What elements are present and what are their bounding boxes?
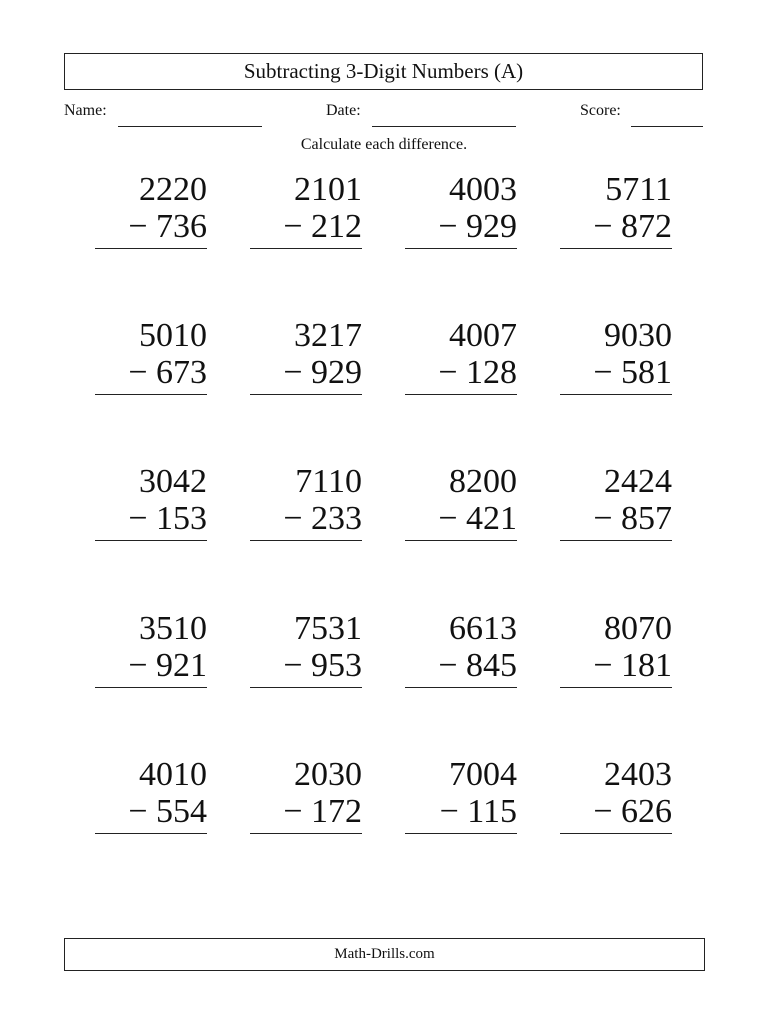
subtrahend: − 736 (128, 208, 207, 245)
minuend: 2403 (604, 756, 672, 793)
subtraction-problem (250, 757, 362, 837)
answer-line[interactable] (95, 540, 207, 541)
subtraction-problem (560, 464, 672, 544)
answer-line[interactable] (405, 394, 517, 395)
subtrahend: − 929 (283, 354, 362, 391)
answer-line[interactable] (405, 248, 517, 249)
subtrahend: − 233 (283, 500, 362, 537)
minuend: 5010 (139, 317, 207, 354)
answer-line[interactable] (405, 540, 517, 541)
answer-line[interactable] (560, 540, 672, 541)
minuend: 9030 (604, 317, 672, 354)
subtrahend: − 181 (593, 647, 672, 684)
subtraction-problem (405, 172, 517, 252)
subtraction-problem (560, 757, 672, 837)
minuend: 4007 (449, 317, 517, 354)
subtraction-problem (250, 464, 362, 544)
footer-credit: Math-Drills.com (64, 938, 705, 971)
subtrahend: − 115 (439, 793, 517, 830)
subtrahend: − 673 (128, 354, 207, 391)
answer-line[interactable] (250, 687, 362, 688)
subtraction-problem (250, 172, 362, 252)
subtrahend: − 929 (438, 208, 517, 245)
subtraction-problem (560, 611, 672, 691)
answer-line[interactable] (560, 687, 672, 688)
subtraction-problem (560, 172, 672, 252)
subtraction-problem (95, 611, 207, 691)
minuend: 7110 (295, 463, 362, 500)
answer-line[interactable] (250, 248, 362, 249)
subtrahend: − 921 (128, 647, 207, 684)
answer-line[interactable] (95, 394, 207, 395)
minuend: 2030 (294, 756, 362, 793)
subtraction-problem (95, 318, 207, 398)
subtrahend: − 857 (593, 500, 672, 537)
instructions: Calculate each difference. (300, 136, 468, 153)
minuend: 2424 (604, 463, 672, 500)
minuend: 7004 (449, 756, 517, 793)
minuend: 4010 (139, 756, 207, 793)
answer-line[interactable] (405, 833, 517, 834)
minuend: 7531 (294, 610, 362, 647)
subtrahend: − 421 (438, 500, 517, 537)
answer-line[interactable] (560, 833, 672, 834)
minuend: 3042 (139, 463, 207, 500)
answer-line[interactable] (95, 833, 207, 834)
worksheet-title: Subtracting 3-Digit Numbers (A) (64, 53, 703, 90)
minuend: 2101 (294, 171, 362, 208)
subtraction-problem (405, 611, 517, 691)
minuend: 2220 (139, 171, 207, 208)
minuend: 5711 (605, 171, 672, 208)
subtraction-problem (405, 318, 517, 398)
minuend: 3510 (139, 610, 207, 647)
subtraction-problem (405, 757, 517, 837)
minuend: 8070 (604, 610, 672, 647)
subtrahend: − 554 (128, 793, 207, 830)
subtrahend: − 212 (283, 208, 362, 245)
answer-line[interactable] (560, 394, 672, 395)
subtraction-problem (95, 464, 207, 544)
subtrahend: − 872 (593, 208, 672, 245)
answer-line[interactable] (250, 833, 362, 834)
answer-line[interactable] (95, 248, 207, 249)
subtrahend: − 626 (593, 793, 672, 830)
subtrahend: − 153 (128, 500, 207, 537)
answer-line[interactable] (95, 687, 207, 688)
subtraction-problem (405, 464, 517, 544)
score-label: Score: (580, 102, 621, 119)
minuend: 3217 (294, 317, 362, 354)
subtraction-problem (95, 172, 207, 252)
subtrahend: − 128 (438, 354, 517, 391)
subtrahend: − 581 (593, 354, 672, 391)
subtraction-problem (250, 611, 362, 691)
subtrahend: − 845 (438, 647, 517, 684)
answer-line[interactable] (405, 687, 517, 688)
answer-line[interactable] (560, 248, 672, 249)
date-label: Date: (326, 102, 361, 119)
name-label: Name: (64, 102, 107, 119)
answer-line[interactable] (250, 394, 362, 395)
minuend: 8200 (449, 463, 517, 500)
subtraction-problem (95, 757, 207, 837)
subtraction-problem (560, 318, 672, 398)
answer-line[interactable] (250, 540, 362, 541)
minuend: 6613 (449, 610, 517, 647)
subtrahend: − 172 (283, 793, 362, 830)
minuend: 4003 (449, 171, 517, 208)
subtrahend: − 953 (283, 647, 362, 684)
subtraction-problem (250, 318, 362, 398)
